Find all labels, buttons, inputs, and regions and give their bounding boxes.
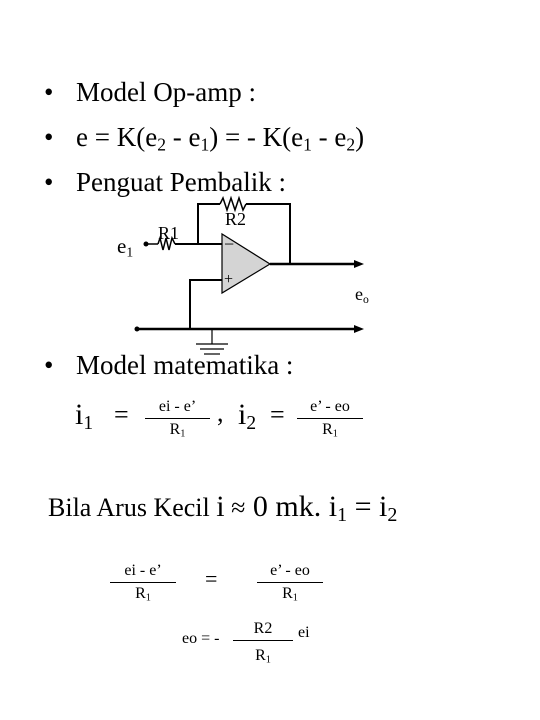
right-denominator: [257, 582, 323, 603]
bullet-text: Penguat Pembalik :: [76, 167, 286, 197]
eq-sub: 1: [200, 134, 210, 155]
i1-symbol: [75, 398, 93, 432]
eq-part: e = K(e: [76, 122, 158, 152]
condition-text: Bila Arus Kecil: [48, 493, 217, 522]
bullet-dot: •: [44, 122, 54, 152]
minus-sign: −: [224, 234, 235, 254]
result-denominator: [233, 640, 293, 665]
eq-part: ) = - K(e: [209, 122, 304, 152]
i2-fraction-denominator: [297, 418, 363, 439]
left-denominator: [110, 582, 176, 603]
eq-sub: 2: [346, 134, 356, 155]
bullet-dot: •: [44, 167, 54, 197]
left-numerator: ei - e’: [124, 562, 162, 579]
result-numerator: R2: [253, 620, 273, 637]
den-base: R: [135, 585, 146, 602]
eq-part: - e: [311, 122, 347, 152]
eo-label: [355, 284, 369, 305]
i2-symbol: [238, 398, 256, 432]
i2-base: i: [238, 398, 247, 431]
derivation-equals: =: [205, 566, 218, 591]
bullet-model-matematika: [44, 352, 293, 379]
i2-fraction: [297, 398, 363, 439]
den-sub: 1: [265, 654, 271, 666]
result-suffix: ei: [298, 624, 310, 641]
condition-line: [48, 490, 397, 524]
derivation-left-fraction: [110, 562, 176, 603]
e1-base: e: [117, 234, 127, 258]
i2-fraction-numerator: e’ - eo: [310, 398, 350, 415]
output-arrow: [354, 260, 364, 268]
noninverting-wire: [190, 280, 222, 329]
i2-equals: =: [270, 400, 285, 429]
i2-sub: 2: [246, 412, 257, 434]
eq-part: - e: [165, 122, 201, 152]
ground-rail-arrow: [354, 325, 364, 333]
den-sub: 1: [145, 592, 151, 604]
condition-eq: = i: [347, 490, 388, 523]
den-base: R: [255, 647, 266, 664]
right-numerator: e’ - eo: [270, 562, 310, 579]
den-base: R: [322, 421, 333, 438]
den-sub: 1: [292, 592, 298, 604]
equation-comma: ,: [217, 398, 224, 427]
result-fraction: [233, 620, 293, 665]
i1-sub: 1: [83, 412, 94, 434]
approx-sign: ≈: [231, 493, 246, 522]
i1-base: i: [75, 398, 84, 431]
bullet-text: Model Op-amp :: [76, 77, 256, 107]
eo-sub: o: [363, 292, 369, 306]
i1-fraction-numerator: ei - e’: [158, 398, 197, 415]
eq-sub: 1: [303, 134, 312, 155]
den-base: R: [282, 585, 293, 602]
derivation-right-fraction: [257, 562, 323, 603]
condition-sub2: 2: [387, 504, 398, 526]
den-sub: 1: [332, 428, 338, 440]
eq-part: ): [355, 122, 365, 152]
bullet-dot: •: [44, 77, 54, 107]
bullet-text: Model matematika :: [76, 350, 294, 380]
ground-rail-left-node: [135, 327, 140, 332]
i1-fraction-denominator: [145, 418, 210, 439]
feedback-wire-left: [198, 204, 220, 244]
e1-label: [117, 234, 133, 259]
plus-sign: +: [224, 271, 234, 288]
i1-fraction: [145, 398, 210, 439]
eq-sub: 2: [157, 134, 166, 155]
eo-base: e: [355, 284, 363, 304]
i1-equals: =: [114, 400, 129, 429]
condition-i: i: [216, 490, 225, 523]
condition-sub1: 1: [337, 504, 348, 526]
den-base: R: [169, 421, 181, 438]
result-prefix: eo = -: [182, 630, 220, 647]
r1-label: R1: [158, 223, 180, 243]
r2-label: R2: [225, 209, 247, 229]
den-sub: 1: [180, 428, 186, 440]
condition-rest: 0 mk. i: [245, 490, 338, 523]
bullet-dot: •: [44, 350, 54, 380]
e1-sub: 1: [126, 244, 134, 260]
